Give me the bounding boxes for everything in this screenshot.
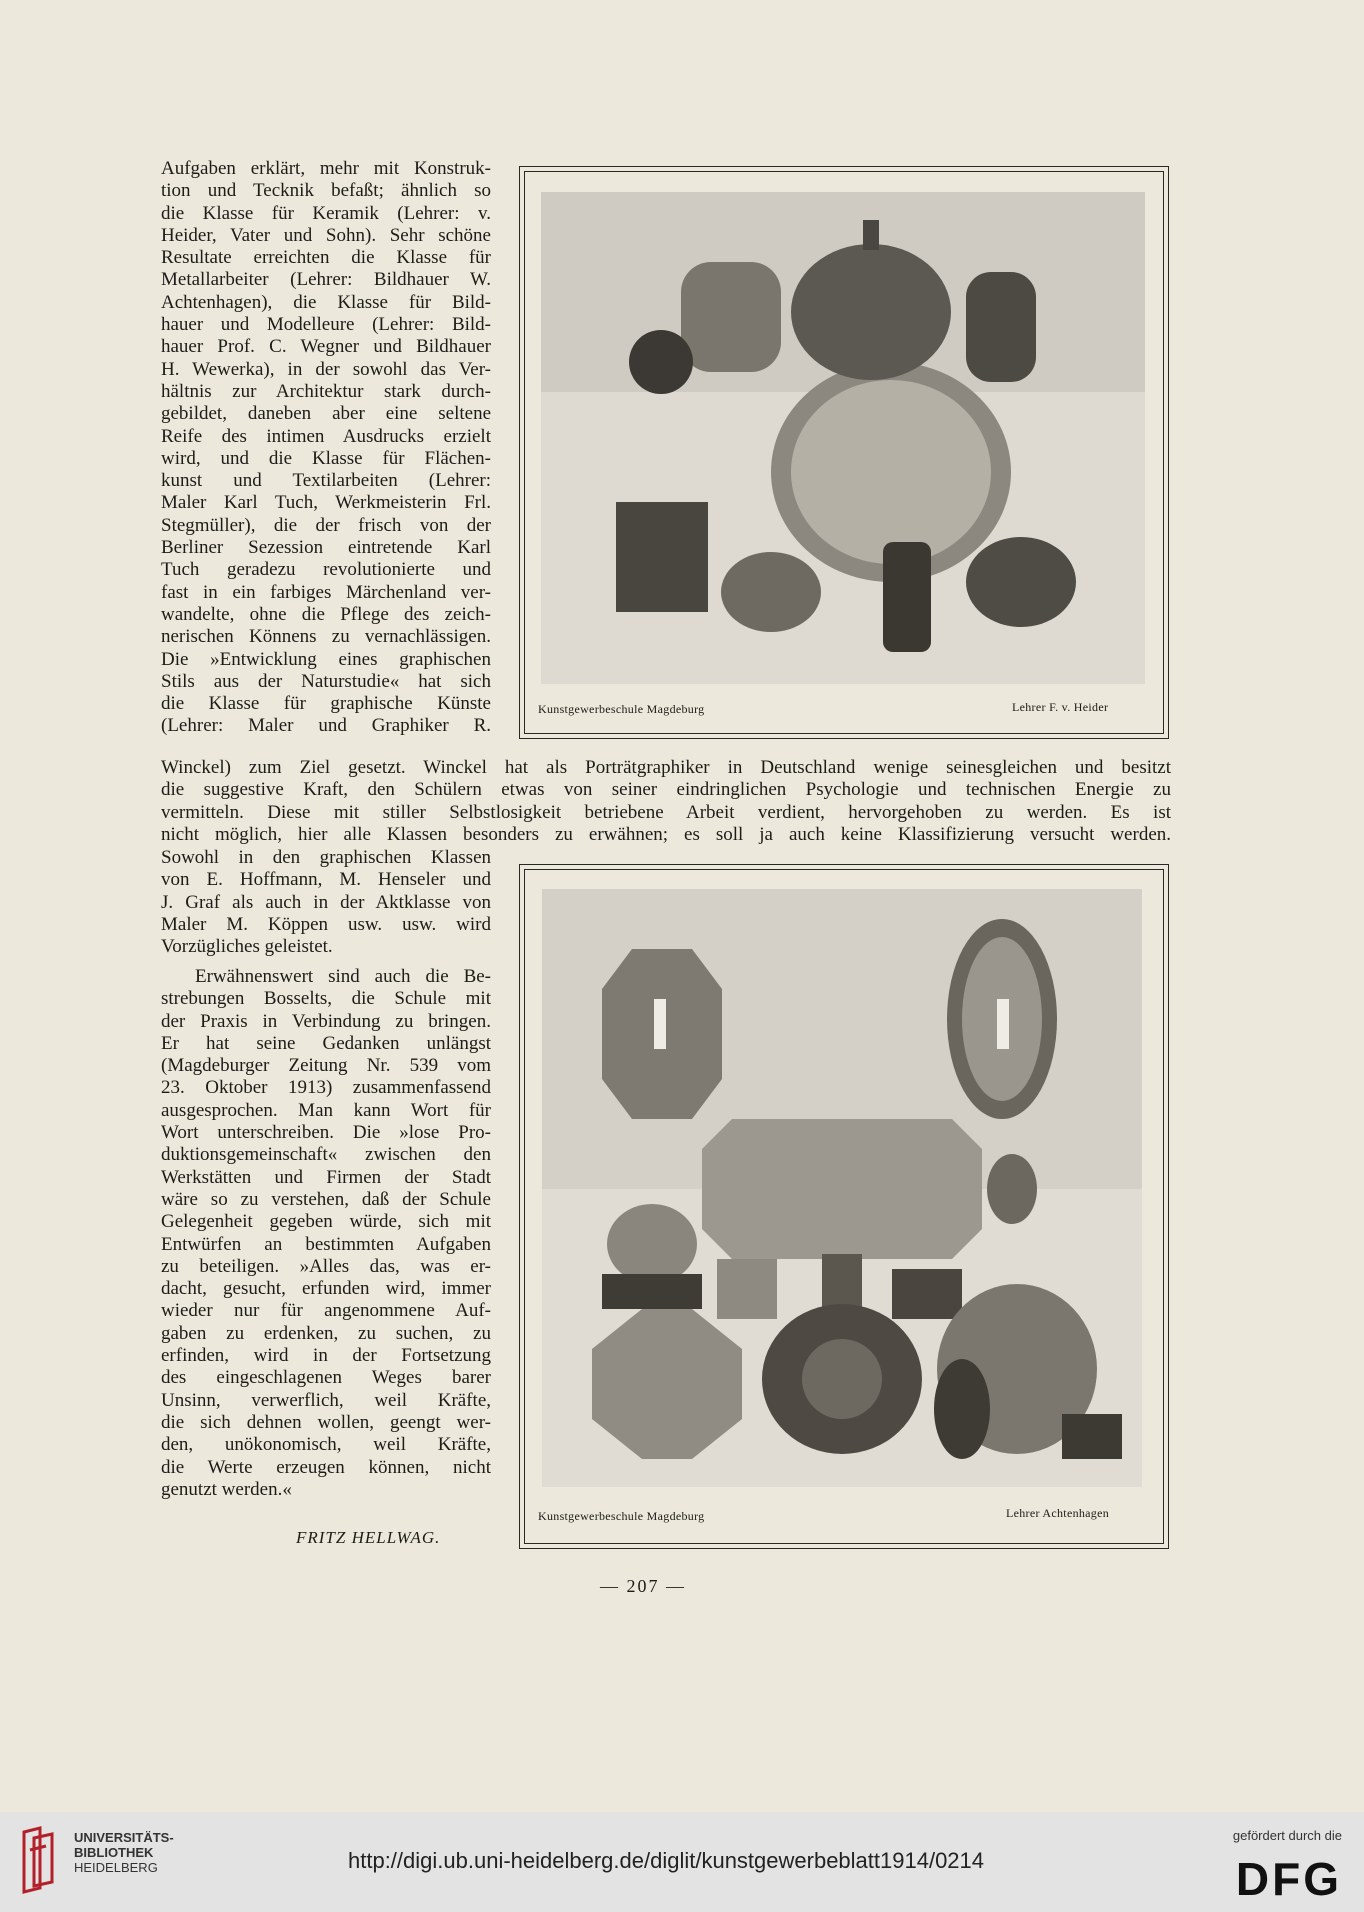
text-line: strebungen Bosselts, die Schule mit <box>161 988 491 1010</box>
text-line: Berliner Sezession eintretende Karl <box>161 537 491 559</box>
text-line: Maler M. Köppen usw. usw. wird <box>161 913 491 935</box>
text-line: vermitteln. Diese mit stiller Selbstlosigkeit betriebene Arbeit verdient, hervorgehoben zu werden. Es ist <box>161 801 1171 823</box>
text-line: die sich dehnen wollen, geengt wer- <box>161 1411 491 1433</box>
library-name-line-3: HEIDELBERG <box>74 1860 158 1875</box>
text-line: der Praxis in Verbindung zu bringen. <box>161 1010 491 1032</box>
text-line: wandelte, ohne die Pflege des zeich- <box>161 603 491 625</box>
text-line: Maler Karl Tuch, Werkmeisterin Frl. <box>161 492 491 514</box>
text-line: (Lehrer: Maler und Graphiker R. <box>161 715 491 737</box>
figure-2-caption-left: Kunstgewerbeschule Magdeburg <box>538 1509 705 1523</box>
text-line: Achtenhagen), die Klasse für Bild- <box>161 291 491 313</box>
text-line: Sowohl in den graphischen Klassen <box>161 847 491 868</box>
text-line: Unsinn, verwerflich, weil Kräfte, <box>161 1389 491 1411</box>
figure-1-caption-left: Kunstgewerbeschule Magdeburg <box>538 702 705 716</box>
text-line: erfinden, wird in der Fortsetzung <box>161 1345 491 1367</box>
text-line: J. Graf als auch in der Aktklasse von <box>161 891 491 913</box>
text-line: dacht, gesucht, erfunden wird, immer <box>161 1278 491 1300</box>
text-line: Werkstätten und Firmen der Stadt <box>161 1166 491 1188</box>
text-line: Aufgaben erklärt, mehr mit Konstruk- <box>161 158 491 179</box>
article-column-1 <box>161 158 491 738</box>
text-line: gaben zu erdenken, zu suchen, zu <box>161 1322 491 1344</box>
dfg-logo: DFG <box>1235 1853 1342 1905</box>
funding-note: gefördert durch die <box>1232 1828 1342 1843</box>
author-signature: FRITZ HELLWAG. <box>296 1528 441 1547</box>
text-line: hauer und Modelleure (Lehrer: Bild- <box>161 314 491 336</box>
text-line: H. Wewerka), in der sowohl das Ver- <box>161 358 491 380</box>
text-line: tion und Tecknik befaßt; ähnlich so <box>161 180 491 202</box>
text-line: die Klasse für graphische Künste <box>161 693 491 715</box>
text-line: von E. Hoffmann, M. Henseler und <box>161 869 491 891</box>
text-line: kunst und Textilarbeiten (Lehrer: <box>161 470 491 492</box>
text-line: Vorzügliches geleistet. <box>161 936 333 958</box>
text-line: Resultate erreichten die Klasse für <box>161 247 491 269</box>
library-name-line-2: BIBLIOTHEK <box>74 1845 154 1860</box>
text-line: Wort unterschreiben. Die »lose Pro- <box>161 1122 491 1144</box>
text-line: nicht möglich, hier alle Klassen besonders zu erwähnen; es soll ja auch keine Klassifizierung versucht werden. <box>161 823 1171 845</box>
page-number: — 207 — <box>600 1576 686 1596</box>
article-column-3 <box>161 966 491 1501</box>
text-line: Heider, Vater und Sohn). Sehr schöne <box>161 224 491 246</box>
footer-bar <box>0 1812 1364 1912</box>
text-line: ausgesprochen. Man kann Wort für <box>161 1099 491 1121</box>
text-line: Metallarbeiter (Lehrer: Bildhauer W. <box>161 269 491 291</box>
text-line: genutzt werden.« <box>161 1478 292 1500</box>
text-line: gebildet, daneben aber eine seltene <box>161 403 491 425</box>
university-library-logo <box>18 1826 60 1896</box>
text-line: wird, und die Klasse für Flächen- <box>161 447 491 469</box>
source-url-link[interactable]: http://digi.ub.uni-heidelberg.de/diglit/kunstgewerbeblatt1914/0214 <box>348 1848 985 1873</box>
text-line: hältnis zur Architektur stark durch- <box>161 380 491 402</box>
text-line: wieder nur für angenommene Auf- <box>161 1300 491 1322</box>
text-line: fast in ein farbiges Märchenland ver- <box>161 581 491 603</box>
library-name-line-1: UNIVERSITÄTS- <box>74 1830 174 1845</box>
text-line: die Werte erzeugen können, nicht <box>161 1456 491 1478</box>
text-line: (Magdeburger Zeitung Nr. 539 vom <box>161 1055 491 1077</box>
text-line: nerischen Könnens zu vernachlässigen. <box>161 626 491 648</box>
text-line: Tuch geradezu revolutionierte und <box>161 559 491 581</box>
article-column-2 <box>161 847 491 958</box>
text-line: Reife des intimen Ausdrucks erzielt <box>161 425 491 447</box>
text-line: die suggestive Kraft, den Schülern etwas von seiner eindringlichen Psychologie und technischen Energie zu <box>161 779 1171 801</box>
figure-2-caption-right: Lehrer Achtenhagen <box>1006 1506 1110 1520</box>
text-line: duktionsgemeinschaft« zwischen den <box>161 1144 491 1166</box>
text-line: die Klasse für Keramik (Lehrer: v. <box>161 202 491 224</box>
text-line: Er hat seine Gedanken unlängst <box>161 1032 491 1054</box>
figure-1-caption-right: Lehrer F. v. Heider <box>1012 700 1109 714</box>
text-line: Winckel) zum Ziel gesetzt. Winckel hat als Porträtgraphiker in Deutschland wenige seinesgleichen und besitzt <box>161 757 1171 778</box>
text-line: zu beteiligen. »Alles das, was er- <box>161 1255 491 1277</box>
text-line: Entwürfen an bestimmten Aufgaben <box>161 1233 491 1255</box>
text-line: Stegmüller), die der frisch von der <box>161 514 491 536</box>
text-line: des eingeschlagenen Weges barer <box>161 1367 491 1389</box>
text-line: den, unökonomisch, weil Kräfte, <box>161 1434 491 1456</box>
text-line: Die »Entwicklung eines graphischen <box>161 648 491 670</box>
text-line: Stils aus der Naturstudie« hat sich <box>161 670 491 692</box>
figure-1-photo <box>541 192 1145 684</box>
library-name <box>74 1830 174 1875</box>
text-line: wäre so zu verstehen, daß der Schule <box>161 1188 491 1210</box>
figure-2-photo <box>542 889 1142 1487</box>
article-full-width-text <box>161 757 1171 846</box>
text-line: Erwähnenswert sind auch die Be- <box>195 966 491 987</box>
text-line: 23. Oktober 1913) zusammenfassend <box>161 1077 491 1099</box>
text-line: hauer Prof. C. Wegner und Bildhauer <box>161 336 491 358</box>
text-line: Gelegenheit gegeben würde, sich mit <box>161 1211 491 1233</box>
